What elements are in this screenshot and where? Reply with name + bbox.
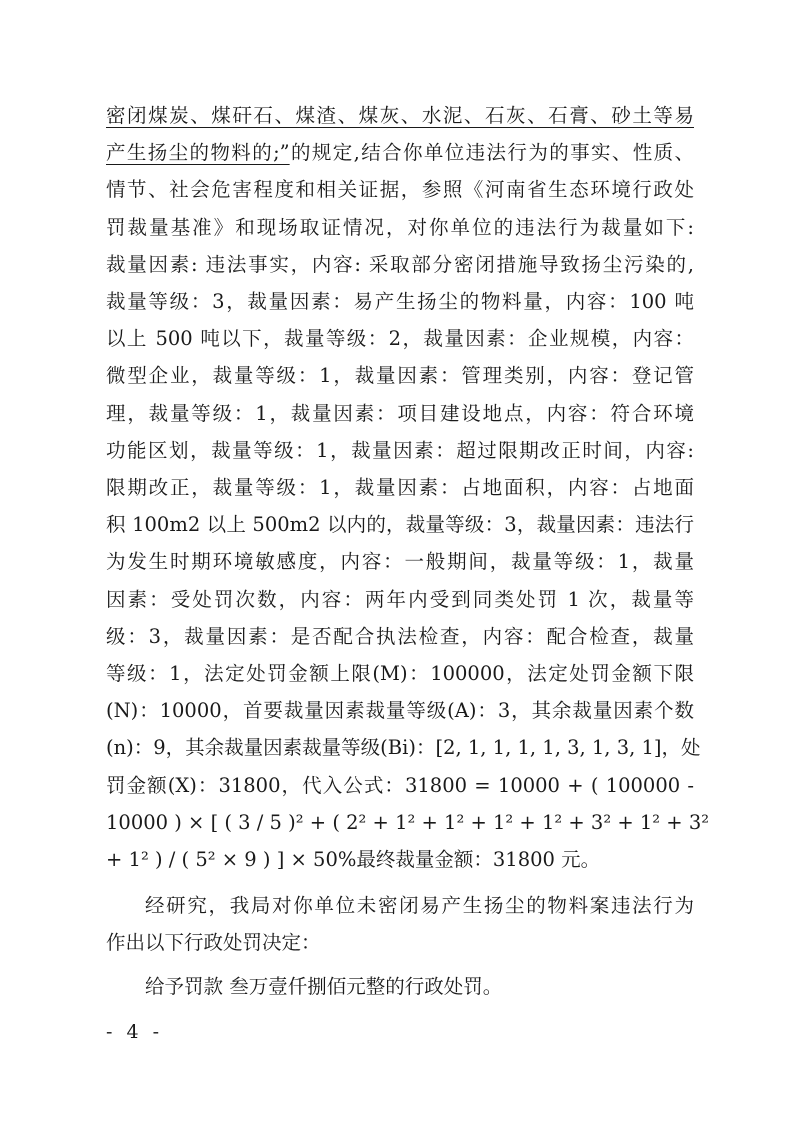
line-text: 因素：受处罚次数，内容：两年内受到同类处罚 1 次，裁量等 [106,587,694,611]
body-line [106,326,694,352]
line-text: 的规定,结合你单位违法行为的事实、性质、 [289,141,695,165]
decision-paragraph-line: 作出以下行政处罚决定： [106,931,321,955]
underlined-text: 密闭煤炭、煤矸石、煤渣、煤灰、水泥、石灰、石膏、砂土等易 [106,104,694,127]
line-text: 10000 ) × [ ( 3 / 5 )² + ( 2² + 1² + 1² + 1² + 1² + 3² + 1² + 3² [106,810,710,834]
body-line [106,587,694,613]
body-line [106,401,694,427]
body-line [106,810,710,836]
line-text: (n)：9，其余裁量因素裁量等级(Bi)：[2, 1, 1, 1, 1, 3, 1, 3, 1]，处 [106,736,701,760]
body-line [106,661,694,687]
line-text: 理，裁量等级：1，裁量因素：项目建设地点，内容：符合环境 [106,401,694,425]
body-line [106,177,694,203]
body-line [106,363,694,389]
body-line [106,475,694,501]
line-text: 以上 500 吨以下，裁量等级：2，裁量因素：企业规模，内容： [106,327,694,351]
page-number: - 4 - [106,1021,164,1043]
body-line [106,252,694,278]
line-text: 裁量因素: 违法事实，内容: 采取部分密闭措施导致扬尘污染的, [106,252,694,276]
line-text: 裁量等级：3，裁量因素：易产生扬尘的物料量，内容：100 吨 [106,290,694,313]
body-line [106,289,694,315]
decision-paragraph-line: 经研究，我局对你单位未密闭易产生扬尘的物料案违法行为 [145,894,694,918]
body-line [106,624,694,650]
line-text: 为发生时期环境敏感度，内容：一般期间，裁量等级：1，裁量 [106,550,694,574]
penalty-statement: 给予罚款 叁万壹仟捌佰元整的行政处罚。 [145,974,503,998]
line-text: 等级：1，法定处罚金额上限(M)：100000，法定处罚金额下限 [106,662,694,685]
line-text: (N)：10000，首要裁量因素裁量等级(A)：3，其余裁量因素个数 [106,699,694,723]
body-line [106,549,694,575]
underlined-text: 产生扬尘的物料的;” [106,141,290,165]
body-line [106,735,701,761]
body-line [106,215,694,241]
line-text: 积 100m2 以上 500m2 以内的，裁量等级：3，裁量因素：违法行 [106,513,694,537]
body-line [106,103,694,129]
line-text: + 1² ) / ( 5² × 9 ) ] × 50%最终裁量金额：31800 元。 [106,848,601,871]
line-text: 微型企业，裁量等级：1，裁量因素：管理类别，内容：登记管 [106,364,694,388]
body-line [106,438,694,464]
body-line [106,140,694,166]
line-text: 罚裁量基准》和现场取证情况，对你单位的违法行为裁量如下: [106,215,694,239]
line-text: 功能区划，裁量等级：1，裁量因素：超过限期改正时间，内容: [106,438,694,462]
body-line [106,847,694,873]
line-text: 情节、社会危害程度和相关证据，参照《河南省生态环境行政处 [106,178,694,202]
line-text: 级：3，裁量因素：是否配合执法检查，内容：配合检查，裁量 [106,624,694,648]
body-line [106,698,694,724]
line-text: 限期改正，裁量等级：1，裁量因素：占地面积，内容：占地面 [106,476,694,499]
body-line [106,512,694,538]
body-line [106,773,694,799]
line-text: 罚金额(X)：31800，代入公式：31800 = 10000 + ( 100000 - [106,773,694,797]
